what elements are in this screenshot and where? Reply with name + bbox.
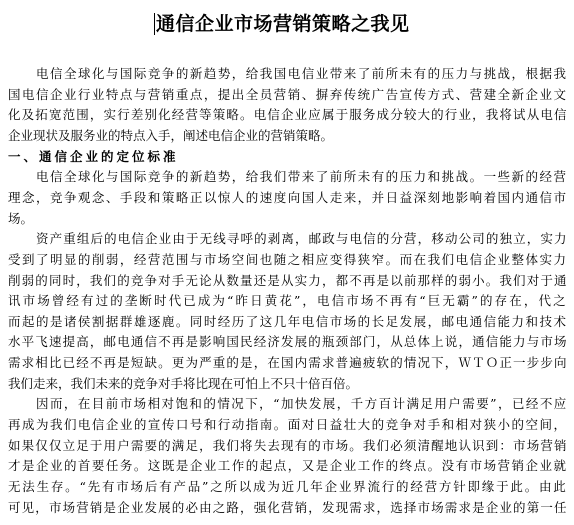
text-cursor <box>154 13 155 35</box>
body-text-line: 资产重组后的电信企业由于无线寻呼的剥离，邮政与电信的分营，移动公司的独立，实力 <box>36 231 568 247</box>
body-text-line: 无法生存。“先有市场后有产品”之所以成为近几年企业界流行的经营方针即缘于此。由此 <box>8 479 568 494</box>
document-title: 通信企业市场营销策略之我见 <box>156 13 410 35</box>
body-text-line: 需求相比已经不再是短缺。更为严重的是，在国内需求普遍疲软的情况下，ＷＴＯ正一步步向 <box>8 355 568 371</box>
body-text-line: 因而，在目前市场相对饱和的情况下，“加快发展，千方百计满足用户需要”，已经不应 <box>36 396 568 412</box>
body-text-line: 如果仅仅立足于用户需要的满足，我们将失去现有的市场。我们必须清醒地认识到：市场营销 <box>8 437 568 453</box>
body-text-line: 才是企业的首要任务。这既是企业工作的起点，又是企业工作的终点。没有市场营销企业就 <box>8 458 568 474</box>
body-text-line: 国电信企业行业特点与营销重点，提出全员营销、摒弃传统广告宣传方式、营建全新企业文 <box>8 86 568 102</box>
body-text-line: 化及拓宽范围，实行差别化经营等策略。电信企业应属于服务成分较大的行业，我将试从电信 <box>8 107 568 123</box>
body-text-line: 受到了明显的削弱，经营范围与市场空间也随之相应变得狭窄。而在我们电信企业整体实力 <box>8 251 568 267</box>
body-text-line: 场。 <box>8 210 34 226</box>
body-text-line: 水平飞速提高，邮电通信不再是影响国民经济发展的瓶颈部门，从总体上说，通信能力与市场 <box>8 334 568 350</box>
body-text-line: 再成为我们电信企业的宣传口号和行动指南。面对日益壮大的竞争对手和相对狭小的空间， <box>8 417 568 433</box>
body-text-line: 削弱的同时，我们的竞争对手无论从数量还是从实力，都不再是以前那样的弱小。我们对于通 <box>8 272 568 288</box>
body-text-line: 可见，市场营销是企业发展的必由之路，强化营销，发现需求，选择市场需求是企业的第一任 <box>8 499 568 515</box>
body-text-line: 电信全球化与国际竞争的新趋势，给我们带来了前所未有的压力和挑战。一些新的经营 <box>36 169 568 185</box>
body-text-line: 电信全球化与国际竞争的新趋势，给我国电信业带来了前所未有的压力与挑战，根据我 <box>36 66 568 81</box>
body-text-line: 我们走来，我们未来的竞争对手将比现在可怕上不只十倍百倍。 <box>8 375 359 391</box>
body-text-line: 理念，竞争观念、手段和策略正以惊人的速度向国人走来，并日益深刻地影响着国内通信市 <box>8 189 568 205</box>
body-text-line: 企业现状及服务业的特点入手，阐述电信企业的营销策略。 <box>8 127 334 143</box>
section-heading: 一、通信企业的定位标准 <box>8 148 179 164</box>
body-text-line: 而起的是诸侯割据群雄逐鹿。同时经历了这几年电信市场的长足发展，邮电通信能力和技术 <box>8 313 568 329</box>
body-text-line: 讯市场曾经有过的垄断时代已成为“昨日黄花”，电信市场不再有“巨无霸”的存在，代之 <box>8 293 568 309</box>
